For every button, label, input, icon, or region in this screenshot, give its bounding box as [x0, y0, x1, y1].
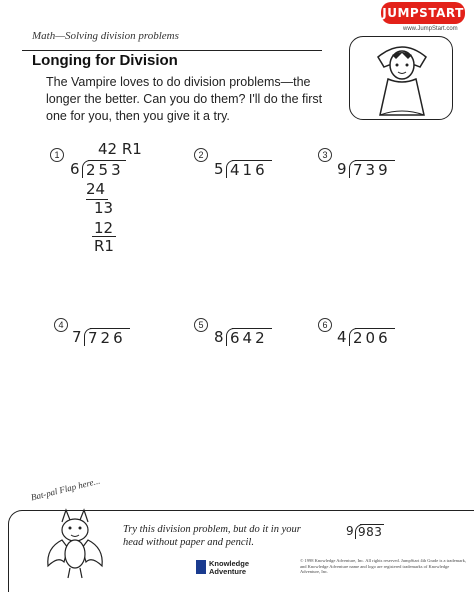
- divisor-1: 6: [70, 160, 80, 178]
- dividend-2: 416: [230, 161, 268, 179]
- dividend-1: 253: [86, 161, 124, 179]
- bat-speech-bubble: Bat-pal Flap here...: [29, 475, 102, 503]
- problem-number-4: 4: [54, 318, 68, 332]
- jumpstart-logo: [381, 2, 465, 24]
- work-step-4: R1: [94, 237, 114, 255]
- page-title: Longing for Division: [32, 52, 178, 69]
- problem-number-1: 1: [50, 148, 64, 162]
- work-step-2: 13: [94, 199, 114, 217]
- bat-illustration: [40, 504, 110, 584]
- divisor-6: 4: [337, 328, 347, 346]
- header-divider: [22, 50, 322, 51]
- divisor-5: 8: [214, 328, 224, 346]
- problem-number-6: 6: [318, 318, 332, 332]
- knowledge-adventure-mark-icon: [196, 560, 206, 574]
- logo-text: JUMPSTART: [381, 2, 465, 24]
- copyright-text: © 1998 Knowledge Adventure, Inc. All rights reserved. JumpStart 4th Grade is a trademark, and Knowledge Adventure name and logo are registered trademarks of Knowledge Adventure, Inc.: [300, 558, 467, 574]
- publisher-logo: [209, 560, 249, 576]
- logo-url: www.JumpStart.com: [403, 26, 458, 32]
- problem-number-5: 5: [194, 318, 208, 332]
- dividend-5: 642: [230, 329, 268, 347]
- problem-number-3: 3: [318, 148, 332, 162]
- dividend-6: 206: [353, 329, 391, 347]
- dividend-4: 726: [88, 329, 126, 347]
- vampire-icon: [350, 37, 454, 121]
- quotient-1: 42 R1: [98, 140, 142, 158]
- divisor-3: 9: [337, 160, 347, 178]
- footer-divisor: 9: [346, 524, 354, 538]
- dividend-3: 739: [353, 161, 391, 179]
- publisher-line-1: Knowledge: [209, 559, 250, 568]
- publisher-line-2: Adventure: [209, 567, 247, 576]
- bat-icon: [40, 504, 110, 584]
- divisor-4: 7: [72, 328, 82, 346]
- work-step-1: 24: [86, 180, 106, 198]
- vampire-illustration: [349, 36, 453, 120]
- intro-text: The Vampire loves to do division problems—the longer the better. Can you do them? I'll do the first one for you, then you give it a try.: [46, 75, 323, 123]
- problem-number-2: 2: [194, 148, 208, 162]
- subject-line: Math—Solving division problems: [32, 30, 179, 42]
- work-step-3: 12: [94, 219, 114, 237]
- footer-instruction: Try this division problem, but do it in your head without paper and pencil.: [123, 524, 301, 548]
- divisor-2: 5: [214, 160, 224, 178]
- footer-dividend: 983: [358, 525, 383, 539]
